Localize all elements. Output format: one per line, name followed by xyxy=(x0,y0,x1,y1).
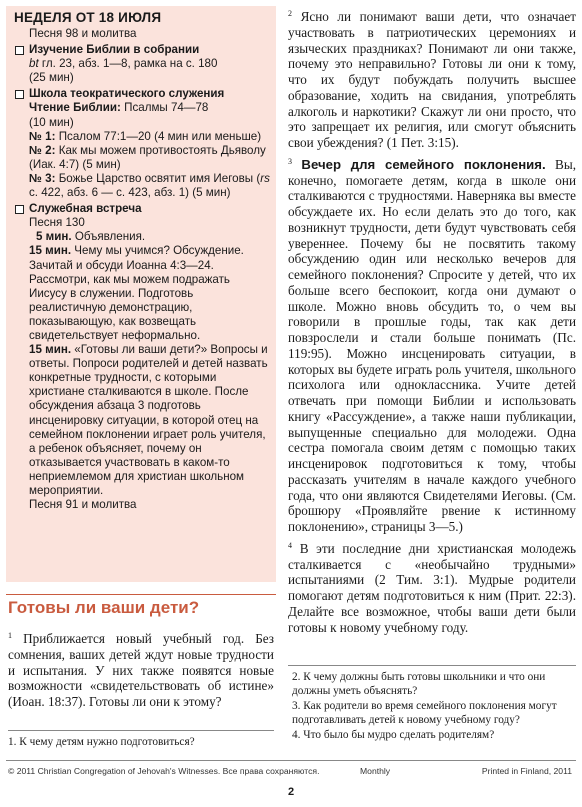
questions-divider xyxy=(8,730,274,731)
article-paragraph-4: $^4$ В эти последние дни христианская молодежь сталкивается с «необычайно трудными» испытаниями (2 Тим. 3:1). Мудрые родители помогают детям подготовиться к ним (Прит. 22:3). Делайте все возможное, чтобы ваши дети были готовы к новому учебному году. xyxy=(288,540,577,635)
publication-frequency: Monthly xyxy=(360,766,391,776)
question-4: 4. Что было бы мудро сделать родителям? xyxy=(292,729,495,741)
service-part-2: 15 мин. Чему мы учимся? Обсуждение. Зачитай и обсуди Иоанна 4:3—24. Рассмотри, как мы можем подражать Иисусу в служении. Подготовь реалистичную демонстрацию, показывающую, как возвещать свидетельствует неформально. xyxy=(29,244,244,342)
article-paragraph-3: $^3$ Вечер для семейного поклонения. Вы, конечно, помогаете детям, когда в школе они сталкиваются с трудностями. Наверняка вы вместе обсуждаете их. Но если делать это до того, как возникнут трудности, дети будут чувствовать себя увереннее. Почему бы не посвятить такому обсуждению один или несколько вечеров для семейного поклонения? Спросите у детей, что их больше всего беспокоит, когда они думают о школе. Можно вновь обсудить то, о чем вы говорили в прошлые годы, так как дети повзрослели и стали больше понимать (Пс. 119:95). Можно инсценировать ситуации, в которых вы будете играть роль учителя, школьного психолога или одноклассника. Учите детей отвечать при помощи Библии и использовать книгу «Рассуждение», а также наши публикации, выпущенные специально для молодежи. Одна сестра помогала своим детям с помощью таких инсценировок подготовиться к тому, чтобы рассказать учителям в начале каждого учебного года, что они являются Свидетелями Иеговы. (См. брошюру «Проявляйте рвение к истинному поклонению», страницы 3—5.) xyxy=(288,156,577,534)
article-paragraph-1: $^1$ Приближается новый учебный год. Без сомнения, ваших детей ждут новые трудности и испытания. У них также появятся новые возможности «свидетельствовать об истине» (Иоан. 18:37). Готовы ли они к этому? xyxy=(8,631,275,710)
questions-divider xyxy=(288,665,576,666)
service-part-3: 15 мин. «Готовы ли ваши дети?» Вопросы и ответы. Попроси родителей и детей назвать конкретные трудности, с которыми христиане сталкиваются в школе. После обсуждения абзаца 3 подготовь инсценировку ситуации, в которой отец на семейном поклонении играет роль учителя, а ребенок объясняет, почему он отказывается участвовать в каком-то неприемлемом для христиан школьном мероприятии. xyxy=(29,343,268,497)
printed-in: Printed in Finland, 2011 xyxy=(481,766,572,776)
page-number: 2 xyxy=(287,786,295,798)
closing-song: Песня 91 и молитва xyxy=(29,498,137,512)
question-1: 1. К чему детям нужно подготовиться? xyxy=(8,736,195,748)
service-song: Песня 130 xyxy=(29,216,85,230)
checkbox-icon xyxy=(15,46,24,55)
ministry-school-heading: Школа теократического служения xyxy=(14,87,270,101)
checkbox-icon xyxy=(15,90,24,99)
right-column xyxy=(288,6,576,635)
opening-song: Песня 98 и молитва xyxy=(29,27,137,40)
bible-study-heading: Изучение Библии в собрании xyxy=(14,43,270,57)
article-title: Готовы ли ваши дети? xyxy=(8,598,200,617)
question-3: 3. Как родители во время семейного поклонения могут подготавливать детей к новому учебному году? xyxy=(292,700,557,726)
heading-divider xyxy=(6,594,276,595)
review-questions xyxy=(292,670,572,743)
question-2: 2. К чему должны быть готовы школьники и что они должны уметь объяснять? xyxy=(292,671,546,697)
service-part-1: 5 мин. Объявления. xyxy=(36,230,146,244)
assignment-3: № 3: Божье Царство освятит имя Иеговы (rs с. 422, абз. 6 — с. 423, абз. 1) (5 мин) xyxy=(29,171,270,200)
footer-divider xyxy=(6,760,576,761)
copyright-text: © 2011 Christian Congregation of Jehovah's Witnesses. Все права сохраняются. xyxy=(8,766,320,776)
bible-study-time: (25 мин) xyxy=(29,71,74,85)
service-meeting-heading: Служебная встреча xyxy=(14,202,270,216)
week-title: НЕДЕЛЯ ОТ 18 ИЮЛЯ xyxy=(14,10,162,25)
assignment-2: № 2: Как мы можем противостоять Дьяволу (Иак. 4:7) (5 мин) xyxy=(29,143,266,171)
bible-reading: Чтение Библии: Псалмы 74—78 xyxy=(29,101,209,115)
meeting-schedule-box xyxy=(6,6,276,582)
bible-reading-time: (10 мин) xyxy=(29,115,74,129)
assignment-1: № 1: Псалом 77:1—20 (4 мин или меньше) xyxy=(29,129,262,143)
bible-study-reference: bt гл. 23, абз. 1—8, рамка на с. 180 xyxy=(29,57,218,71)
article-paragraph-2: $^2$ Ясно ли понимают ваши дети, что означает участвовать в патриотических церемониях и языческих праздниках? Понимают ли они также, почему это неправильно? Готовы ли они к тому, что их будут побуждать получить высшее образование, ходить на свидания, употреблять алкоголь и наркотики? Скажут ли они просто, что это запрещает их религия, или смогут объяснить свои убеждения? (1 Пет. 3:15). xyxy=(288,9,577,150)
checkbox-icon xyxy=(15,205,24,214)
